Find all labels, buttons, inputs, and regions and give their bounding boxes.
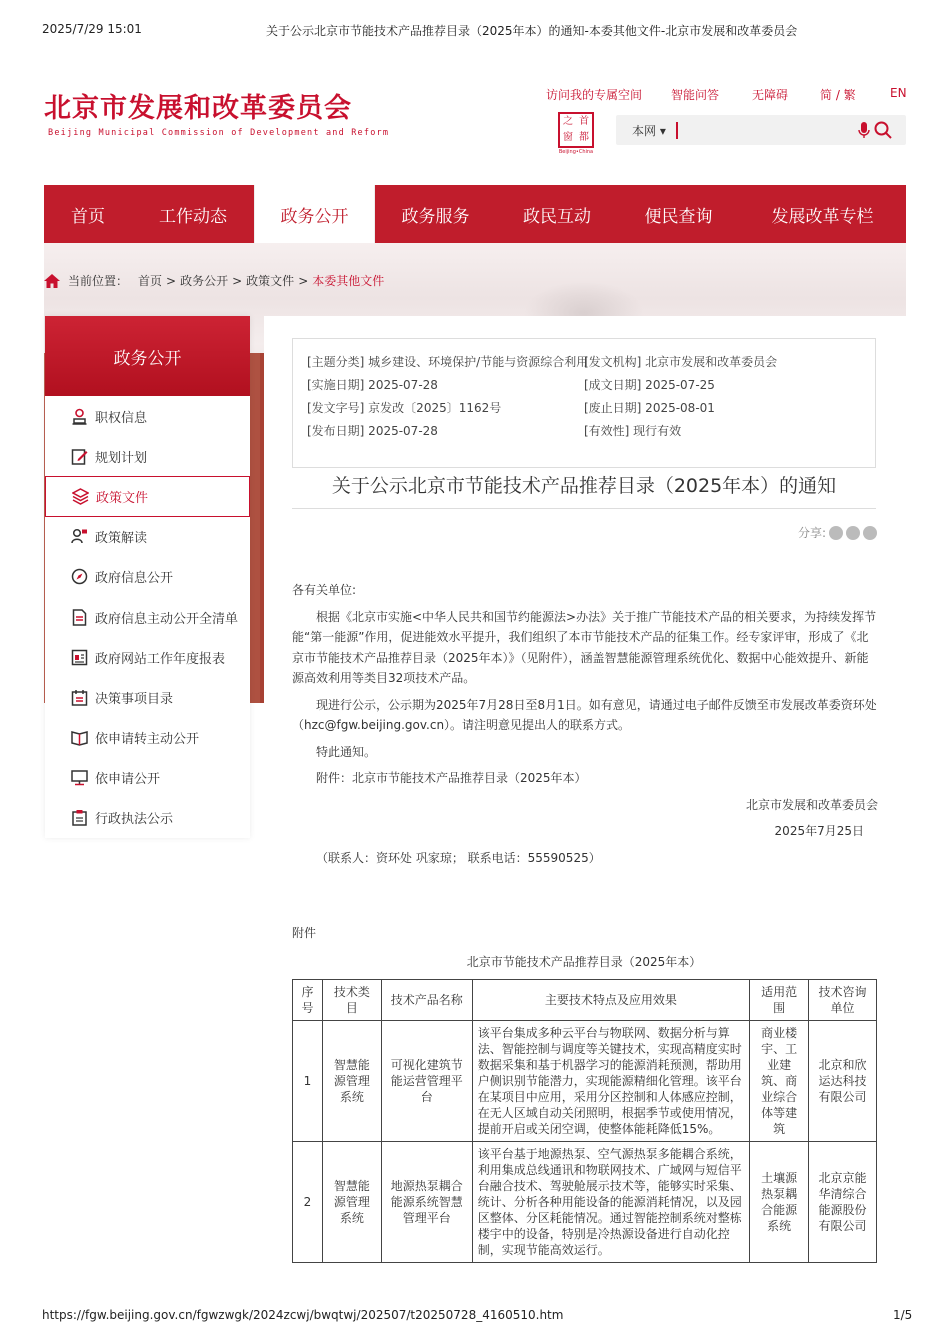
sidebar-item-request-disclosure[interactable]: 依申请公开: [45, 758, 250, 798]
sidebar-item-planning[interactable]: 规划计划: [45, 436, 250, 476]
microphone-icon[interactable]: [858, 122, 870, 139]
sidebar-item-proactive-list[interactable]: 政府信息主动公开全清单: [45, 597, 250, 637]
meta-expiry-date: [废止日期] 2025-08-01: [584, 401, 715, 415]
print-timestamp: 2025/7/29 15:01: [42, 22, 142, 36]
search-scope-select[interactable]: 本网 ▾: [632, 124, 666, 138]
main-nav: [44, 185, 906, 243]
meta-issuer: [发文机构] 北京市发展和改革委员会: [584, 355, 778, 369]
column-header: 主要技术特点及应用效果: [472, 980, 749, 1021]
meta-publish-date: [发布日期] 2025-07-28: [307, 424, 438, 438]
breadcrumb-label: 当前位置：: [68, 274, 129, 288]
sidebar-item-request-to-proactive[interactable]: 依申请转主动公开: [45, 718, 250, 758]
cell-product: 地源热泵耦合能源系统智慧管理平台: [381, 1142, 472, 1263]
compass-icon: [71, 568, 88, 585]
article-content: [264, 316, 906, 1306]
nav-interaction[interactable]: 政民互动: [523, 206, 591, 227]
cell-scope: 商业楼宇、工业建筑、商业综合体等建筑: [750, 1021, 809, 1142]
cell-features: 该平台基于地源热泵、空气源热泵多能耦合系统，利用集成总线通讯和物联网技术、广域网与短信平台融合技术、驾驶舱展示技术等，能够实时采集、统计、分析各种用能设备的能源消耗情况，以及园区整体、分区耗能情况。通过智能控制系统对整栋楼宇中的设备，特别是冷热源设备进行自动化控制，实现节能高效运行。: [472, 1142, 749, 1263]
nav-reform-column[interactable]: 发展改革专栏: [771, 206, 874, 227]
nav-convenience-query[interactable]: 便民查询: [644, 206, 713, 227]
table-caption: 北京市节能技术产品推荐目录（2025年本）: [466, 955, 702, 969]
column-header: 技术产品名称: [381, 980, 472, 1021]
sidebar-item-law-enforcement[interactable]: 行政执法公示: [45, 798, 250, 838]
share-bar: [798, 524, 877, 541]
site-header: [44, 78, 906, 158]
weibo-share-icon[interactable]: [846, 526, 860, 540]
monitor-icon: [71, 769, 88, 786]
print-page-title: 关于公示北京市节能技术产品推荐目录（2025年本）的通知-本委其他文件-北京市发展和改革委员会: [266, 24, 798, 38]
search-box: [616, 115, 906, 145]
cell-features: 该平台集成多种云平台与物联网、数据分析与算法、智能控制与调度等关键技术，实现高精度实时数据采集和基于机器学习的能源消耗预测，帮助用户侧识别节能潜力，实现能源精细化管理。该平台在某项目中应用，采用分区控制和人体感应控制，在无人区域自动关闭照明，根据季节或使用情况，提前开启或关闭空调，使整体能耗降低15%。: [472, 1021, 749, 1142]
text-cursor: [676, 122, 678, 139]
column-header: 适用范围: [750, 980, 809, 1021]
sidebar: [45, 316, 250, 838]
breadcrumb-policy-docs[interactable]: 政策文件: [246, 274, 295, 288]
attachment-heading: 附件: [292, 926, 317, 940]
home-icon[interactable]: [44, 274, 60, 288]
capital-seal-logo: 之 首 窗 都 Beijing•China: [558, 112, 594, 158]
qzone-share-icon[interactable]: [863, 526, 877, 540]
paragraph: 特此通知。: [316, 744, 377, 759]
share-label: 分享:: [798, 526, 827, 540]
contact-info: （联系人：资环处 巩家琼； 联系电话：55590525）: [316, 850, 601, 865]
site-logo-title[interactable]: 北京市发展和改革委员会: [44, 93, 352, 124]
nav-gov-services[interactable]: 政务服务: [401, 206, 470, 227]
salutation: 各有关单位:: [292, 583, 357, 597]
article-body: [292, 580, 878, 868]
cell-no: 1: [293, 1021, 323, 1142]
column-header: 技术咨询单位: [809, 980, 877, 1021]
signer: 北京市发展和改革委员会: [745, 797, 878, 812]
sidebar-item-annual-report[interactable]: 政府网站工作年度报表: [45, 637, 250, 677]
edit-doc-icon: [71, 448, 88, 465]
breadcrumb: 当前位置： 首页 > 政务公开 > 政策文件 > 本委其他文件: [44, 272, 388, 289]
link-accessibility[interactable]: 无障碍: [752, 88, 789, 102]
breadcrumb-gov-open[interactable]: 政务公开: [180, 274, 229, 288]
print-url: https://fgw.beijing.gov.cn/fgwzwgk/2024zcwj/bwqtwj/202507/t20250728_4160510.htm: [42, 1308, 564, 1322]
column-header: 序号: [293, 980, 323, 1021]
meta-topic: [主题分类] 城乡建设、环境保护/节能与资源综合利用: [307, 355, 589, 369]
link-english[interactable]: EN: [890, 86, 907, 100]
cell-category: 智慧能源管理系统: [322, 1142, 381, 1263]
link-personal-space[interactable]: 访问我的专属空间: [546, 88, 643, 102]
attachment-link[interactable]: 附件：北京市节能技术产品推荐目录（2025年本）: [316, 771, 587, 785]
paragraph: 现进行公示，公示期为2025年7月28日至8月1日。如有意见，请通过电子邮件反馈至市发展改革委资环处（hzc@fgw.beijing.gov.cn）。请注明意见提出人的联系方式。: [292, 697, 877, 732]
print-header: [0, 22, 950, 40]
sign-date: 2025年7月25日: [774, 824, 864, 838]
nav-gov-affairs-open[interactable]: 政务公开: [254, 185, 375, 243]
search-icon[interactable]: [874, 121, 892, 139]
breadcrumb-home[interactable]: 首页: [138, 274, 163, 288]
site-logo-subtitle: Beijing Municipal Commission of Development and Reform: [48, 128, 390, 138]
sidebar-item-policy-docs[interactable]: 政策文件: [45, 476, 250, 516]
sidebar-item-authority-info[interactable]: 职权信息: [45, 396, 250, 436]
meta-written-date: [成文日期] 2025-07-25: [584, 378, 715, 392]
wechat-share-icon[interactable]: [829, 526, 843, 540]
table-row: [293, 1142, 877, 1263]
cell-scope: 土壤源热泵耦合能源系统: [750, 1142, 809, 1263]
column-header: 技术类目: [322, 980, 381, 1021]
open-book-icon: [71, 729, 88, 746]
search-input[interactable]: [680, 119, 850, 141]
clipboard-icon: [71, 809, 88, 826]
table-row: [293, 1021, 877, 1142]
breadcrumb-current[interactable]: 本委其他文件: [312, 274, 385, 288]
link-simplified-traditional[interactable]: 简 / 繁: [820, 88, 856, 102]
chart-report-icon: [71, 649, 88, 666]
user-comment-icon: [71, 528, 88, 545]
table-header-row: [293, 980, 877, 1021]
layers-icon: [72, 488, 89, 505]
calendar-list-icon: [71, 689, 88, 706]
page-title: 关于公示北京市节能技术产品推荐目录（2025年本）的通知: [331, 475, 837, 497]
cell-no: 2: [293, 1142, 323, 1263]
sidebar-item-policy-interpretation[interactable]: 政策解读: [45, 517, 250, 557]
nav-work-news[interactable]: 工作动态: [159, 206, 227, 227]
meta-validity: [有效性] 现行有效: [584, 424, 682, 438]
user-stamp-icon: [71, 408, 88, 425]
metadata-box: [292, 338, 876, 468]
cell-product: 可视化建筑节能运营管理平台: [381, 1021, 472, 1142]
link-smart-qa[interactable]: 智能问答: [671, 88, 720, 102]
divider: [292, 508, 876, 509]
cell-category: 智慧能源管理系统: [322, 1021, 381, 1142]
meta-effective-date: [实施日期] 2025-07-28: [307, 378, 438, 392]
product-table: [292, 979, 877, 1263]
cell-consultant: 北京和欣运达科技有限公司: [809, 1021, 877, 1142]
print-page-number: 1/5: [893, 1308, 913, 1322]
paragraph: 根据《北京市实施<中华人民共和国节约能源法>办法》关于推广节能技术产品的相关要求，为持续发挥节能“第一能源”作用，促进能效水平提升，我们组织了本市节能技术产品的征集工作。经专家评审，形成了《北京市节能技术产品推荐目录（2025年本）》（见附件），涵盖智慧能源管理系统优化、数据中心能效提升、新能源高效利用等类目32项技术产品。: [292, 609, 877, 685]
sidebar-title: 政务公开: [45, 316, 250, 396]
doc-list-icon: [71, 609, 88, 626]
sidebar-item-gov-info-open[interactable]: 政府信息公开: [45, 557, 250, 597]
sidebar-item-decision-catalog[interactable]: 决策事项目录: [45, 677, 250, 717]
cell-consultant: 北京京能华清综合能源股份有限公司: [809, 1142, 877, 1263]
meta-doc-number: [发文字号] 京发改〔2025〕1162号: [307, 401, 502, 415]
nav-home[interactable]: 首页: [71, 206, 105, 227]
